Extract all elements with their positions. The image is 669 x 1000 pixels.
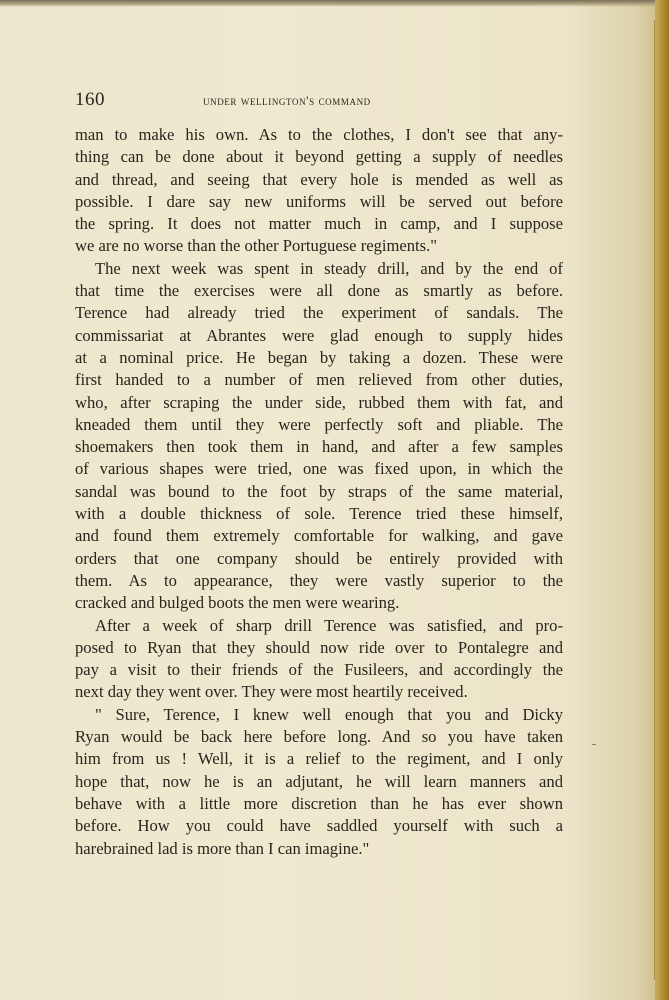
text-line: After a week of sharp drill Terence was satisfied, and pro- [95,615,563,635]
text-line: thing can be done about it beyond getting a supply of needles [75,147,563,167]
text-line: cracked and bulged boots the men were wearing. [75,593,400,613]
text-line: behave with a little more discretion than he has ever shown [75,793,563,813]
text-line: pay a visit to their friends of the Fusileers, and accordingly the [75,660,563,680]
text-line: " Sure, Terence, I knew well enough that you and Dicky [95,704,563,724]
text-line: orders that one company should be entirely provided with [75,548,563,568]
text-line: first handed to a number of men relieved from other duties, [75,370,563,390]
text-line: shoemakers then took them in hand, and after a few samples [75,437,563,457]
text-line: with a double thickness of sole. Terence tried these himself, [75,504,563,524]
text-line: him from us ! Well, it is a relief to the regiment, and I only [75,749,563,769]
stray-mark [592,744,596,745]
text-line: the spring. It does not matter much in camp, and I suppose [75,214,563,234]
text-line: commissariat at Abrantes were glad enough to supply hides [75,325,563,345]
text-line: harebrained lad is more than I can imagine." [75,838,370,858]
text-line: The next week was spent in steady drill, and by the end of [95,258,563,278]
text-line: Ryan would be back here before long. And so you have taken [75,727,563,747]
body-text [75,124,563,860]
text-line: kneaded them until they were perfectly soft and pliable. The [75,414,563,434]
page-number: 160 [75,89,105,110]
text-line: hope that, now he is an adjutant, he will learn manners and [75,771,563,791]
page-gilt-edge [655,0,669,1000]
text-line: who, after scraping the under side, rubbed them with fat, and [75,392,563,412]
text-line: before. How you could have saddled yourself with such a [75,816,563,836]
text-line: at a nominal price. He began by taking a dozen. These were [75,347,563,367]
page-top-shadow [0,0,669,7]
page-header [75,89,563,113]
text-line: we are no worse than the other Portuguese regiments." [75,236,438,256]
text-line: them. As to appearance, they were vastly superior to the [75,570,563,590]
running-head: under wellington's command [203,93,371,108]
text-line: man to make his own. As to the clothes, I don't see that any- [75,125,563,144]
text-line: and thread, and seeing that every hole is mended as well as [75,169,563,189]
page-edge-line [654,20,655,980]
text-line: and found them extremely comfortable for walking, and gave [75,526,563,546]
text-line: that time the exercises were all done as smartly as before. [75,281,563,301]
text-line: next day they went over. They were most heartily received. [75,682,468,702]
text-line: of various shapes were tried, one was fixed upon, in which the [75,459,563,479]
text-line: posed to Ryan that they should now ride over to Pontalegre and [75,637,563,657]
text-line: Terence had already tried the experiment of sandals. The [75,303,563,323]
text-line: possible. I dare say new uniforms will be served out before [75,191,563,211]
text-line: sandal was bound to the foot by straps of the same material, [75,481,563,501]
